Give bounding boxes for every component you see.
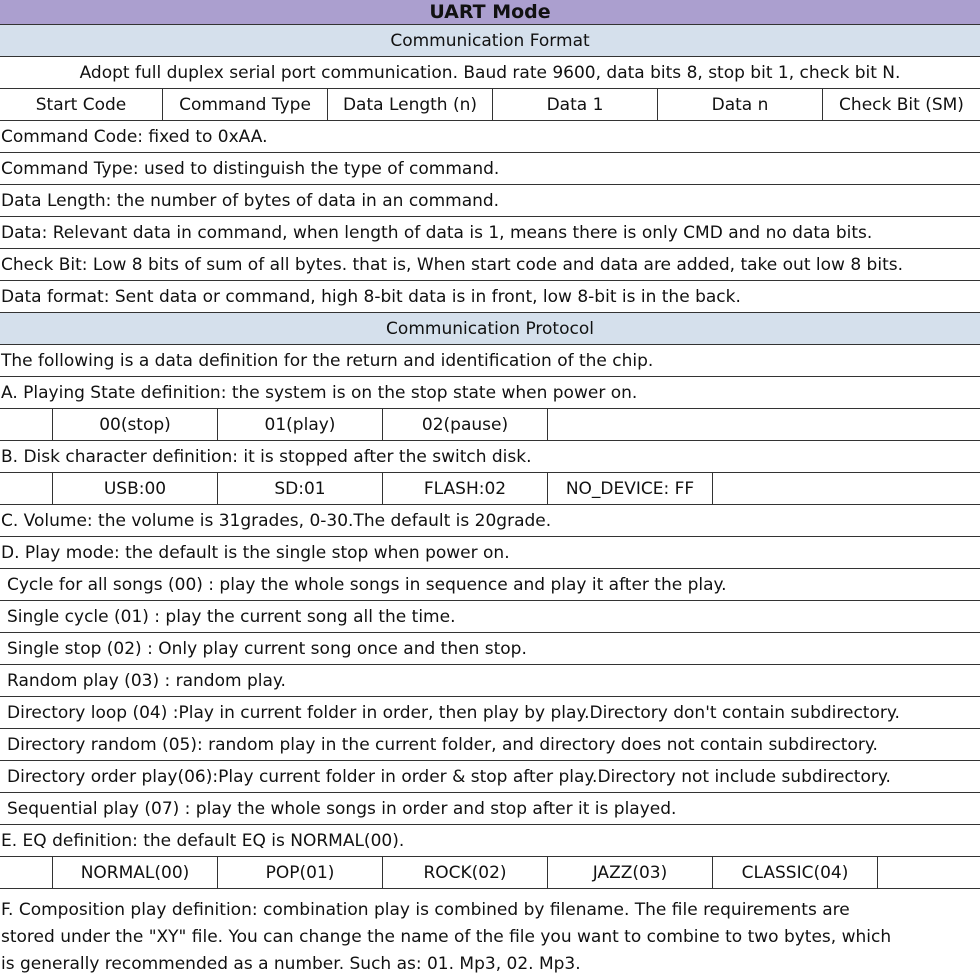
frame-field-command-type: Command Type [163,89,328,120]
playing-state-stop: 00(stop) [53,409,218,440]
composition-line: F. Composition play definition: combination play is combined by filename. The file requirements are [1,900,850,920]
eq-rock: ROCK(02) [383,857,548,888]
composition-line: is generally recommended as a number. Such as: 01. Mp3, 02. Mp3. [1,954,581,974]
disk-no-device: NO_DEVICE: FF [548,473,713,504]
play-mode-cycle-all: Cycle for all songs (00) : play the whole songs in sequence and play it after the play. [0,569,980,601]
play-mode-directory-random: Directory random (05): random play in the current folder, and directory does not contain subdirectory. [0,729,980,761]
table-spacer-cell [0,473,53,504]
section-communication-protocol: Communication Protocol [0,313,980,345]
composition-play-definition [0,893,980,980]
frame-field-check-bit: Check Bit (SM) [839,94,964,115]
playing-state-pause: 02(pause) [383,409,548,440]
format-line-check-bit: Check Bit: Low 8 bits of sum of all bytes. that is, When start code and data are added, take out low 8 bits. [0,249,980,281]
play-mode-directory-loop: Directory loop (04) :Play in current folder in order, then play by play.Directory don't contain subdirectory. [0,697,980,729]
eq-normal: NORMAL(00) [53,857,218,888]
playing-state-row [0,409,980,441]
disk-sd: SD:01 [218,473,383,504]
protocol-intro: The following is a data definition for the return and identification of the chip. [0,345,980,377]
play-mode-sequential: Sequential play (07) : play the whole songs in order and stop after it is played. [0,793,980,825]
eq-heading: E. EQ definition: the default EQ is NORMAL(00). [0,825,980,857]
table-spacer-cell [0,409,53,440]
format-intro: Adopt full duplex serial port communication. Baud rate 9600, data bits 8, stop bit 1, check bit N. [0,57,980,89]
sheet-title: UART Mode [0,0,980,25]
format-line-command-type: Command Type: used to distinguish the type of command. [0,153,980,185]
section-communication-format: Communication Format [0,25,980,57]
frame-field-data-1: Data 1 [493,89,658,120]
disk-usb: USB:00 [53,473,218,504]
eq-row [0,857,980,889]
disk-row [0,473,980,505]
play-mode-random: Random play (03) : random play. [0,665,980,697]
play-mode-single-cycle: Single cycle (01) : play the current song all the time. [0,601,980,633]
frame-format-row [0,89,980,121]
eq-jazz: JAZZ(03) [548,857,713,888]
play-mode-directory-order: Directory order play(06):Play current folder in order & stop after play.Directory not include subdirectory. [0,761,980,793]
disk-flash: FLASH:02 [383,473,548,504]
composition-line: stored under the "XY" file. You can change the name of the file you want to combine to two bytes, which [1,927,892,947]
play-mode-heading: D. Play mode: the default is the single stop when power on. [0,537,980,569]
volume-definition: C. Volume: the volume is 31grades, 0-30.The default is 20grade. [0,505,980,537]
format-line-data-length: Data Length: the number of bytes of data in an command. [0,185,980,217]
playing-state-play: 01(play) [218,409,383,440]
frame-field-data-length: Data Length (n) [328,89,493,120]
eq-classic: CLASSIC(04) [713,857,878,888]
frame-field-data-n: Data n [658,89,823,120]
play-mode-single-stop: Single stop (02) : Only play current song once and then stop. [0,633,980,665]
frame-field-start-code: Start Code [0,89,163,120]
disk-heading: B. Disk character definition: it is stopped after the switch disk. [0,441,980,473]
format-line-data: Data: Relevant data in command, when length of data is 1, means there is only CMD and no data bits. [0,217,980,249]
format-line-command-code: Command Code: fixed to 0xAA. [0,121,980,153]
format-line-data-format: Data format: Sent data or command, high 8-bit data is in front, low 8-bit is in the back. [0,281,980,313]
eq-pop: POP(01) [218,857,383,888]
playing-state-heading: A. Playing State definition: the system is on the stop state when power on. [0,377,980,409]
table-spacer-cell [0,857,53,888]
